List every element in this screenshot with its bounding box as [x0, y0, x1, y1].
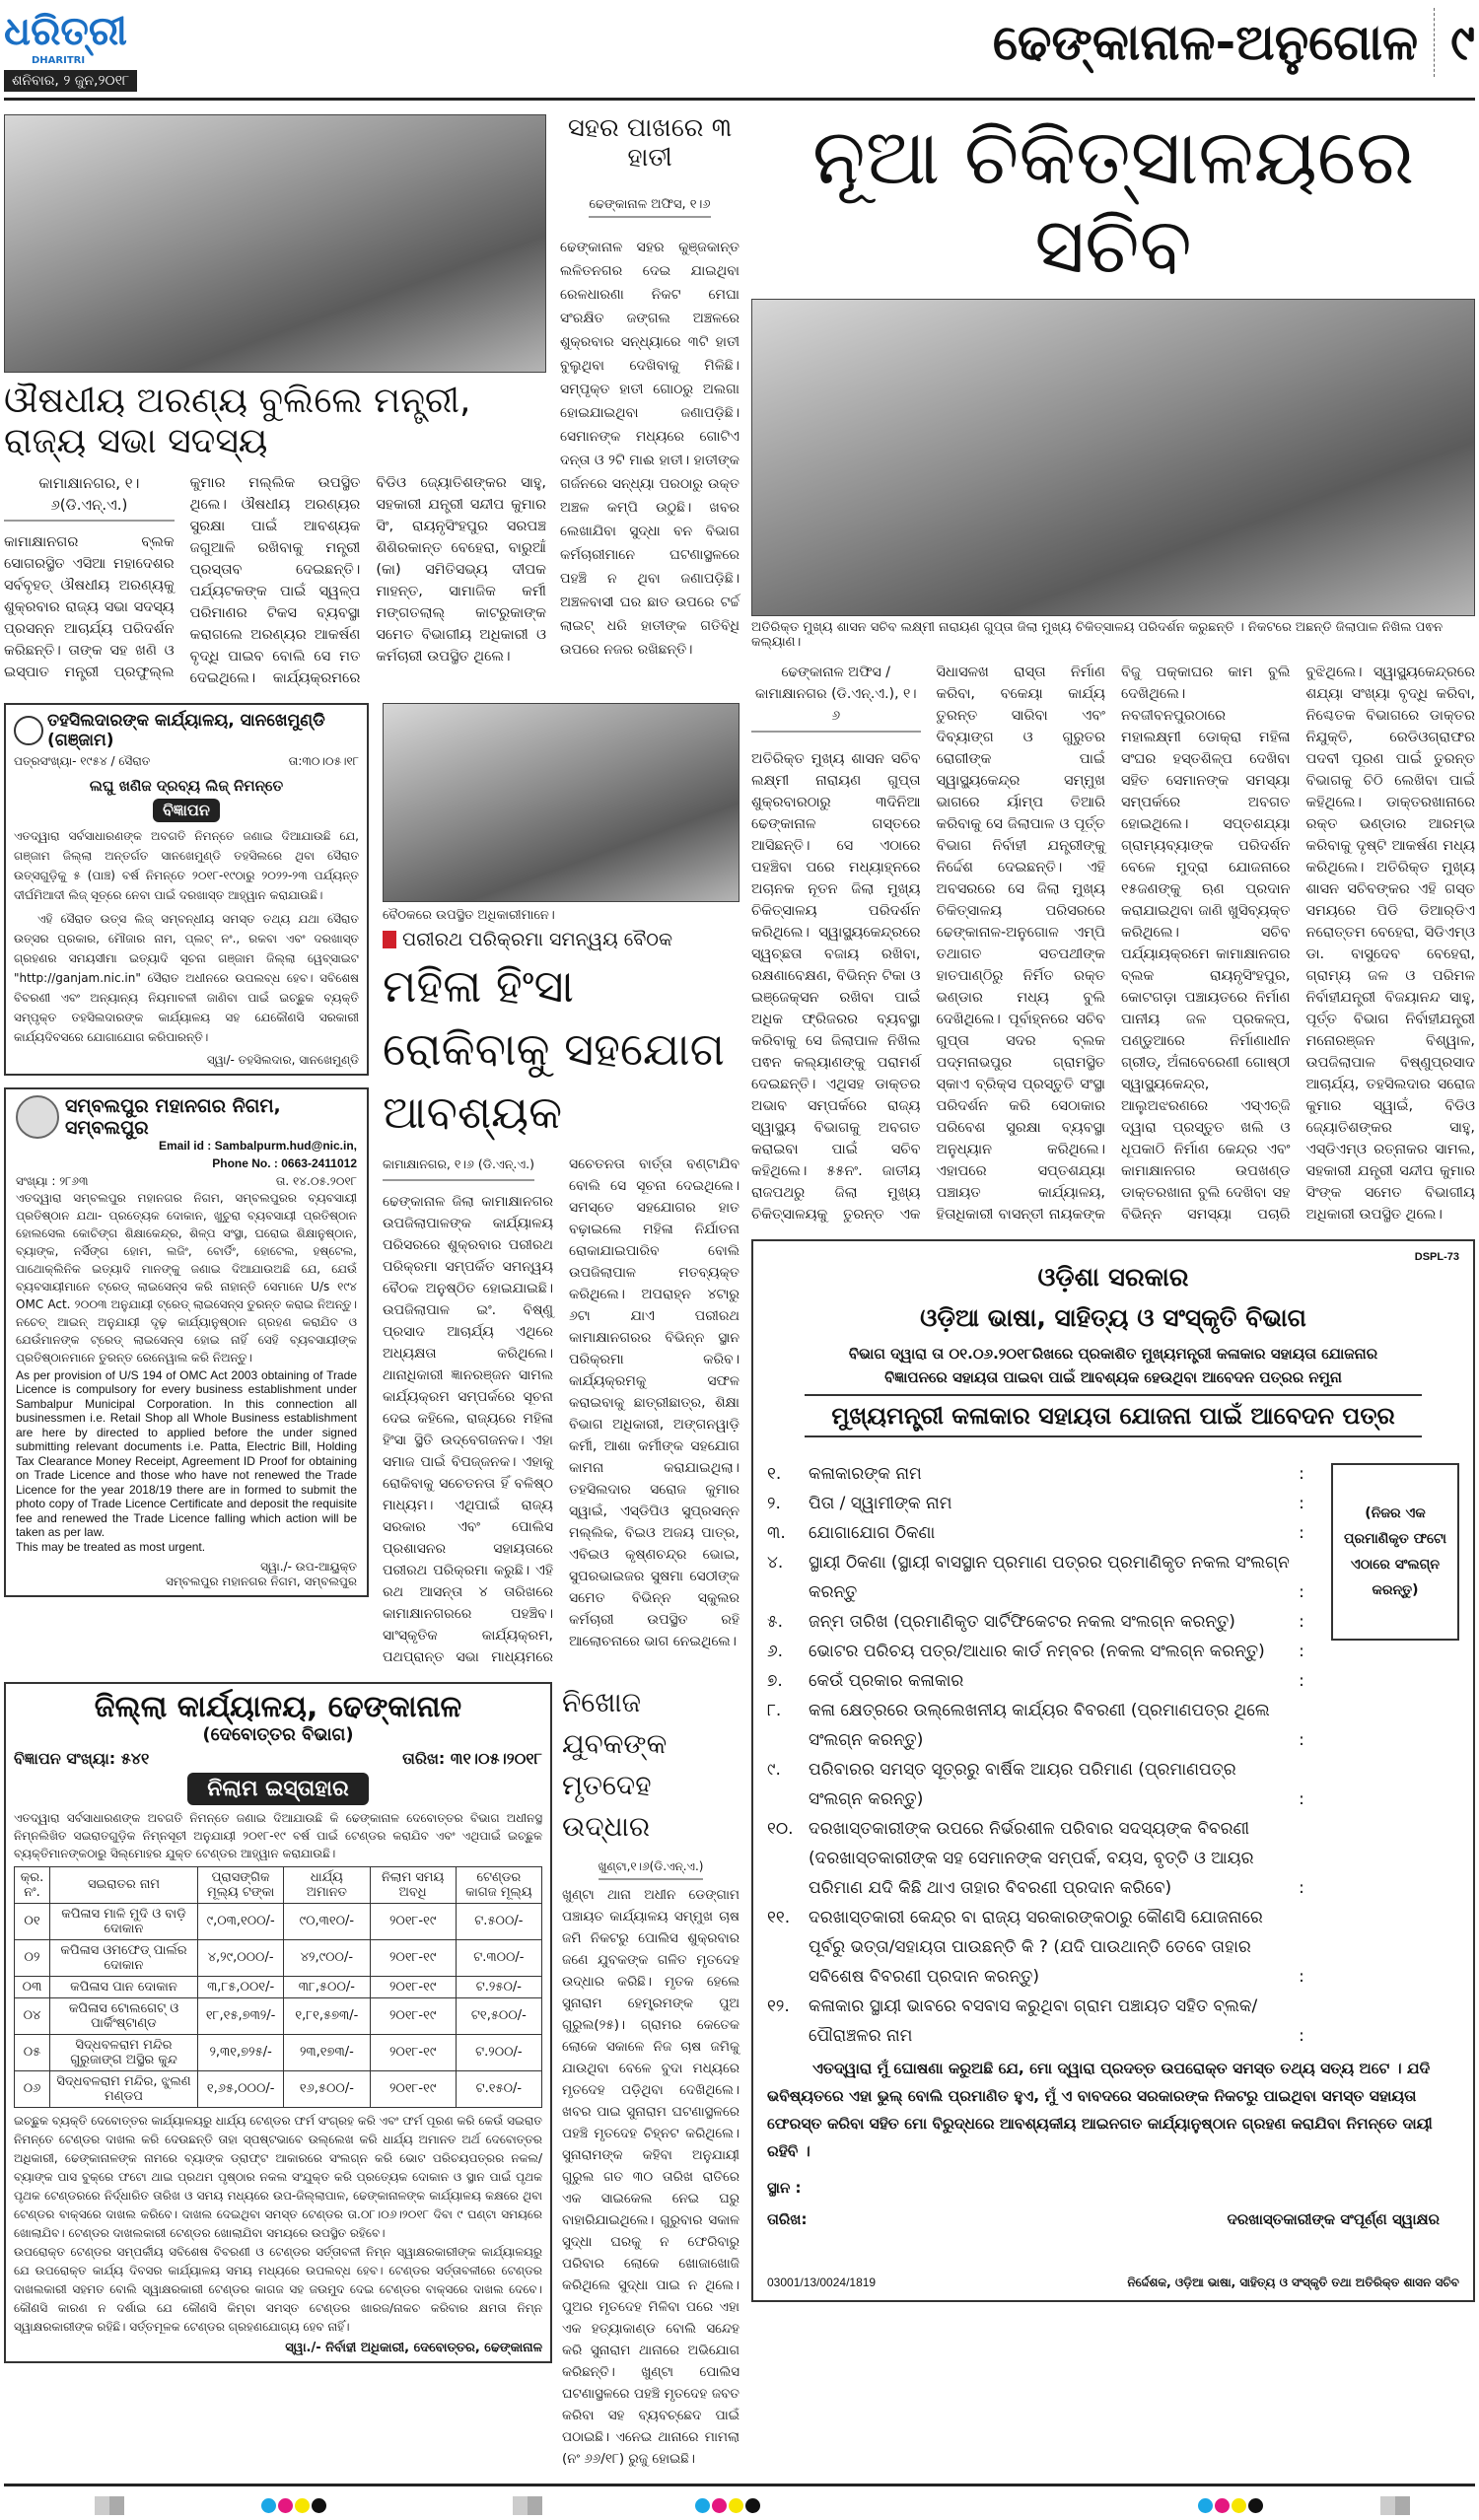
form-item — [767, 1489, 1311, 1518]
meeting-kicker — [383, 929, 740, 950]
form-item-field[interactable]: : — [1299, 1523, 1304, 1544]
form-item — [767, 1518, 1311, 1548]
table-cell: କପିଳାସ ପାନ ଦୋକାନ — [50, 1976, 198, 1997]
table-row — [15, 1997, 542, 2034]
table-header: କ୍ର. ନଂ. — [15, 1866, 50, 1903]
form-item-label: କଳା କ୍ଷେତ୍ରରେ ଉଲ୍ଲେଖନୀୟ କାର୍ଯ୍ୟର ବିବରଣୀ (ପ୍ରମାଣପତ୍ର ଥିଲେ ସଂଲଗ୍ନ କରନ୍ତୁ) — [809, 1701, 1270, 1751]
form-item-number: ୨. — [767, 1494, 781, 1514]
youth-article — [562, 1682, 740, 2470]
meeting-photo — [383, 703, 740, 902]
district-ad-tag: ନିଲାମ ଇସ୍ତାହାର — [187, 1773, 368, 1805]
table-header: ସଇରାତର ନାମ — [50, 1866, 198, 1903]
magenta-dot-icon — [712, 2498, 727, 2513]
forest-dateline: କାମାକ୍ଷାନଗର, ୧।୬(ଡି.ଏନ୍.ଏ.) — [4, 472, 175, 522]
place-field[interactable]: ସ୍ଥାନ : — [767, 2179, 802, 2198]
smc-sign-1: ସ୍ୱା./- ଉପ-ଆୟୁକ୍ତ — [260, 1559, 357, 1574]
tehsildar-ad-sign: ସ୍ୱା/- ତହସିଲଦାର, ସାନଖେମୁଣ୍ଡି — [206, 1052, 359, 1067]
form-item-number: ୧୧. — [767, 1908, 791, 1928]
logo[interactable] — [4, 8, 162, 92]
govt-ad-intro-2: ବିଜ୍ଞାପନରେ ସହାୟତା ପାଇବା ପାଇଁ ଆବଶ୍ୟକ ହେଉଥିବା ଆବେଦନ ପତ୍ରର ନମୁନା — [884, 1368, 1342, 1387]
table-cell: ୯୦,୩୧୦/- — [284, 1903, 370, 1939]
district-ad — [4, 1682, 552, 2363]
youth-headline: ନିଖୋଜ ଯୁବକଙ୍କ ମୃତଦେହ ଉଦ୍ଧାର — [562, 1685, 668, 1843]
auction-table — [14, 1866, 542, 2108]
form-item-label: କଳାକାରଙ୍କ ନାମ — [809, 1464, 922, 1485]
meeting-article — [383, 1154, 740, 1668]
table-cell: ୨୦୧୮-୧୯ — [370, 2034, 456, 2070]
smc-ad-title: ସମ୍ବଲପୁର ମହାନଗର ନିଗମ, ସମ୍ବଲପୁର — [65, 1094, 281, 1139]
form-item-field[interactable]: : — [1299, 1612, 1304, 1633]
table-cell: ୦୧ — [15, 1903, 50, 1939]
table-cell: ୦୫ — [15, 2034, 50, 2070]
form-item-field[interactable]: : — [1299, 2026, 1304, 2047]
smc-phone: Phone No. : 0663-2411012 — [212, 1155, 357, 1170]
smc-ref: ସଂଖ୍ୟା : ୨୮୬୩ — [16, 1173, 89, 1188]
form-item — [767, 1696, 1311, 1755]
meeting-kicker-text: ପରୀରଥ ପରିକ୍ରମା ସମନ୍ୱୟ ବୈଠକ — [402, 928, 672, 950]
form-item-label: କେଉଁ ପ୍ରକାର କଳାକାର — [809, 1671, 964, 1692]
table-cell: ୧,୮୧,୫୭୩/- — [284, 1997, 370, 2034]
table-cell: ୨୩,୧୭୩/- — [284, 2034, 370, 2070]
form-item-label: ସ୍ଥାୟୀ ଠିକଣା (ସ୍ଥାୟୀ ବାସସ୍ଥାନ ପ୍ରମାଣ ପତ୍ରର ପ୍ରମାଣିକୃତ ନକଲ ସଂଲଗ୍ନ କରନ୍ତୁ — [809, 1553, 1290, 1603]
gray-registration-mark — [1380, 2496, 1410, 2515]
form-item-field[interactable]: : — [1299, 1967, 1304, 1988]
form-item-field[interactable]: : — [1299, 1671, 1304, 1692]
form-item-number: ୫. — [767, 1612, 784, 1633]
meeting-caption: ବୈଠକରେ ଉପସ୍ଥିତ ଅଧିକାରୀମାନେ। — [383, 907, 555, 923]
meeting-article-block — [383, 703, 740, 1668]
table-header: ଟେଣ୍ଡର କାଗଜ ମୂଲ୍ୟ — [456, 1866, 541, 1903]
form-item-label: ଦରଖାସ୍ତକାରୀଙ୍କ ଉପରେ ନିର୍ଭରଶୀଳ ପରିବାର ସଦସ୍ୟଙ୍କ ବିବରଣୀ (ଦରଖାସ୍ତକାରୀଙ୍କ ସହ ସେମାନଙ୍କ ସମ୍ପର୍କ, ବୟସ, ବୃତ୍ତି ଓ ଆୟର ପରିମାଣ ଯଦି କିଛି ଥାଏ ତାହାର ବିବରଣୀ ପ୍ରଦାନ କରିବେ) — [809, 1819, 1254, 1899]
table-header: ପ୍ରାସଙ୍ଗିକ ମୂଲ୍ୟ ଟଙ୍କା — [198, 1866, 284, 1903]
table-cell: କପିଳାସ ମାଳି ମୁଦି ଓ ବାଡ଼ି ଦୋକାନ — [50, 1903, 198, 1939]
form-item-field[interactable]: : — [1299, 1582, 1304, 1603]
yellow-dot-icon — [729, 2498, 743, 2513]
govt-ad-ref: 03001/13/0024/1819 — [767, 2275, 877, 2290]
table-cell: ୨୦୧୮-୧୯ — [370, 1939, 456, 1976]
gray-registration-mark — [513, 2496, 542, 2515]
table-cell: ସିଦ୍ଧବଳରାମ ମନ୍ଦିର ଗୁରୁଜାଙ୍ଗ ଅସ୍ଥିର କୁନ୍ଦ — [50, 2034, 198, 2070]
elephant-body: ଢେଙ୍କାନାଳ ସହର କୁଞ୍ଜକାନ୍ତ ଲଳିତନଗର ଦେଇ ଯାଇଥିବା ରେଳଧାରଣା ନିକଟ ମେଘା ସଂରକ୍ଷିତ ଜଙ୍ଗଲ ଅଞ୍ଚଳରେ ଶୁକ୍ରବାର ସନ୍ଧ୍ୟାରେ ୩ଟି ହାତୀ ବୁଲୁଥିବା ଦେଖିବାକୁ ମିଳିଛି। ସମ୍ପୃକ୍ତ ହାତୀ ଗୋଠରୁ ଅଲଗା ହୋଇଯାଇଥିବା ଜଣାପଡ଼ିଛି। ସେମାନଙ୍କ ମଧ୍ୟରେ ଗୋଟିଏ ଦନ୍ତା ଓ ୨ଟି ମାଈ ହାତୀ। ହାତୀଙ୍କ ଗର୍ଜନରେ ସନ୍ଧ୍ୟା ପରଠାରୁ ଉକ୍ତ ଅଞ୍ଚଳ କମ୍ପି ଉଠୁଛି। ଖବର ଲେଖାଯିବା ସୁଦ୍ଧା ବନ ବିଭାଗ କର୍ମଚାରୀମାନେ ଘଟଣାସ୍ଥଳରେ ପହଞ୍ଚି ନ ଥିବା ଜଣାପଡ଼ିଛି। ଅଞ୍ଚଳବାସୀ ଘର ଛାତ ଉପରେ ଟର୍ଚ୍ଚ ଲାଇଟ୍ ଧରି ହାତୀଙ୍କ ଗତିବିଧି ଉପରେ ନଜର ରଖିଛନ୍ତି। — [560, 239, 740, 658]
tehsildar-ad-ref: ପତ୍ରସଂଖ୍ୟା- ୧୯୫୪ / ସୈରାତ — [14, 753, 151, 768]
elephant-article — [560, 114, 740, 662]
table-cell: ଟ.୫୦୦/- — [456, 1903, 541, 1939]
form-item-field[interactable]: : — [1299, 1494, 1304, 1514]
form-item-field[interactable]: : — [1299, 1730, 1304, 1751]
table-cell: ୩୮,୫୦୦/- — [284, 1976, 370, 1997]
declaration: ଏତଦ୍ୱାରା ମୁଁ ଘୋଷଣା କରୁଅଛି ଯେ, ମୋ ଦ୍ୱାରା ପ୍ରଦତ୍ତ ଉପରୋକ୍ତ ସମସ୍ତ ତଥ୍ୟ ସତ୍ୟ ଅଟେ । ଯଦି ଭବିଷ୍ୟତରେ ଏହା ଭୁଲ୍ ବୋଲି ପ୍ରମାଣିତ ହୁଏ, ମୁଁ ଏ ବାବଦରେ ସରକାରଙ୍କ ନିକଟରୁ ପାଇଥିବା ସମସ୍ତ ସହାୟତା ଫେରସ୍ତ କରିବା ସହିତ ମୋ ବିରୁଦ୍ଧରେ ଆବଶ୍ୟକୀୟ ଆଇନଗତ କାର୍ଯ୍ୟାନୁଷ୍ଠାନ ଗ୍ରହଣ କରାଯିବା ନିମନ୍ତେ ଦାୟୀ ରହିବି । — [767, 2060, 1433, 2161]
cyan-dot-icon — [1198, 2498, 1213, 2513]
form-item-label: ଦରଖାସ୍ତକାରୀ କେନ୍ଦ୍ର ବା ରାଜ୍ୟ ସରକାରଙ୍କଠାରୁ କୌଣସି ଯୋଜନାରେ ପୂର୍ବରୁ ଭତ୍ତା/ସହାୟତା ପାଉଛନ୍ତି କି ? (ଯଦି ପାଉଥାନ୍ତି ତେବେ ତାହାର ସବିଶେଷ ବିବରଣୀ ପ୍ରଦାନ କରନ୍ତୁ) — [809, 1908, 1263, 1988]
table-cell: ୨୦୧୮-୧୯ — [370, 1903, 456, 1939]
table-cell: କପିଳାସ ଓମଫେଡ୍ ପାର୍ଲର ଦୋକାନ — [50, 1939, 198, 1976]
smc-sign-2: ସମ୍ବଲପୁର ମହାନଗର ନିଗମ, ସମ୍ବଲପୁର — [166, 1574, 357, 1588]
meeting-headline: ମହିଳା ହିଂସା ରୋକିବାକୁ ସହଯୋଗ ଆବଶ୍ୟକ — [383, 958, 725, 1139]
youth-body: ଖୁଣ୍ଟା ଥାନା ଅଧୀନ ଡେଙ୍ଗାମ ପଞ୍ଚାୟତ କାର୍ଯ୍ୟାଳୟ ସମ୍ମୁଖ ଚାଷ ଜମି ନିକଟରୁ ପୋଲିସ ଶୁକ୍ରବାର ଜଣେ ଯୁବକଙ୍କ ଗଳିତ ମୃତଦେହ ଉଦ୍ଧାର କରିଛି। ମୃତକ ହେଲେ ସୁନାରାମ ହେମ୍ବ୍ରମଙ୍କ ପୁଅ ଗୁରୁଲ(୨୫)। ଗ୍ରାମର କେତେକ ଲୋକେ ସକାଳେ ନିଜ ଚାଷ ଜମିକୁ ଯାଉଥିବା ବେଳେ ବୁଦା ମଧ୍ୟରେ ମୃତଦେହ ପଡ଼ିଥିବା ଦେଖିଥିଲେ। ଖବର ପାଇ ସୁନାରାମ ଘଟଣାସ୍ଥଳରେ ପହଞ୍ଚି ମୃତଦେହ ଚିହ୍ନଟ କରିଥିଲେ। ସୁନାରାମଙ୍କ କହିବା ଅନୁଯାୟୀ ଗୁରୁଲ ଗତ ୩୦ ତାରିଖ ରାତିରେ ଏକ ସାଇକେଲ ନେଇ ଘରୁ ବାହାରିଯାଇଥିଲେ। ଗୁରୁବାର ସକାଳ ସୁଦ୍ଧା ଘରକୁ ନ ଫେରିବାରୁ ପରିବାର ଲୋକେ ଖୋଜାଖୋଜି କରିଥିଲେ ସୁଦ୍ଧା ପାଇ ନ ଥିଲେ। ପୁଅର ମୃତଦେହ ମିଳିବା ପରେ ଏହା ଏକ ହତ୍ୟାକାଣ୍ଡ ବୋଲି ସନ୍ଦେହ କରି ସୁନାରାମ ଥାନାରେ ଅଭିଯୋଗ କରିଛନ୍ତି। ଖୁଣ୍ଟା ପୋଲିସ ଘଟଣାସ୍ଥଳରେ ପହଞ୍ଚି ମୃତଦେହ ଜବତ କରିବା ସହ ବ୍ୟବଚ୍ଛେଦ ପାଇଁ ପଠାଇଛି। ଏନେଇ ଥାନାରେ ମାମଲା (ନଂ ୬୬/୧୮) ରୁଜୁ ହୋଇଛି। — [562, 1886, 740, 2467]
cyan-dot-icon — [695, 2498, 710, 2513]
form-item — [767, 1814, 1311, 1903]
govt-ad-intro-1: ବିଭାଗ ଦ୍ୱାରା ତା ୦୧.୦୬.୨୦୧୮ରିଖରେ ପ୍ରକାଶିତ ମୁଖ୍ୟମନ୍ତ୍ରୀ କଳାକାର ସହାୟତା ଯୋଜନାର — [848, 1345, 1378, 1364]
table-header: ନିଲାମ ସମୟ ଅବଧି — [370, 1866, 456, 1903]
table-cell: ୦୬ — [15, 2070, 50, 2107]
form-item — [767, 1755, 1311, 1814]
table-row — [15, 1976, 542, 1997]
forest-visit-photo — [4, 114, 546, 373]
masthead-rule — [4, 98, 1475, 101]
footer-rule — [4, 2484, 1475, 2486]
table-cell: ୦୪ — [15, 1997, 50, 2034]
table-cell: ୨,୩୧,୭୨୫/- — [198, 2034, 284, 2070]
smc-odia-text: ଏତଦ୍ୱାରା ସମ୍ବଲପୁର ମହାନଗର ନିଗମ, ସମ୍ବଲପୁରର ବ୍ୟବସାୟୀ ପ୍ରତିଷ୍ଠାନ ଯଥା- ପ୍ରତ୍ୟେକ ଦୋକାନ, ଖୁଚୁରା ବ୍ୟବସାୟୀ ପ୍ରତିଷ୍ଠାନ ହୋଲସେଲ କୋଚିଙ୍ଗ ଶିକ୍ଷାକେନ୍ଦ୍ର, ଶିଳ୍ପ ସଂସ୍ଥା, ଘରୋଇ ଶିକ୍ଷାନୁଷ୍ଠାନ, ବ୍ୟାଙ୍କ, ନର୍ସିଙ୍ଗ ହୋମ, ଲଜିଂ, ବୋର୍ଡିଂ, ହୋଟେଲ, ହଷ୍ଟେଲ, ପାଥୋକ୍ଲିନିକ ଇତ୍ୟାଦି ମାନଙ୍କୁ ଜଣାଇ ଦିଆଯାଉଅଛି ଯେ, ଯେଉଁ ବ୍ୟବସାୟୀମାନେ ଟ୍ରେଡ୍ ଲାଇସେନ୍ସ କରି ନାହାନ୍ତି ସେମାନେ U/s ୧୯୪ OMC Act. ୨୦୦୩ ଅନୁଯାୟୀ ଟ୍ରେଡ୍ ଲାଇସେନ୍ସ ତୁରନ୍ତ କରାଇ ନିଅନ୍ତୁ। ନଚେତ୍ ଆଇନ୍ ଅନୁଯାୟୀ ଦୃଢ଼ କାର୍ଯ୍ୟାନୁଷ୍ଠାନ ଗ୍ରହଣ କରାଯିବ ଓ ଯେଉଁମାନଙ୍କ ଟ୍ରେଡ୍ ଲାଇସେନ୍ସ ହୋଇ ନାହିଁ ସେହି ବ୍ୟବସାୟୀଙ୍କ ପ୍ରତିଷ୍ଠାନମାନେ ତୁରନ୍ତ ରେନେୱାଲ କରି ନିଅନ୍ତୁ। — [16, 1190, 357, 1365]
form-item-number: ୭. — [767, 1671, 783, 1692]
logo-text: ଧରିତ୍ରୀ — [4, 9, 127, 54]
print-marks — [4, 2492, 1475, 2520]
form-item-field[interactable]: : — [1299, 1878, 1304, 1899]
masthead — [4, 0, 1475, 92]
govt-ad-issuer: ନିର୍ଦ୍ଦେଶକ, ଓଡ଼ିଆ ଭାଷା, ସାହିତ୍ୟ ଓ ସଂସ୍କୃତି ତଥା ଅତିରିକ୍ତ ଶାସନ ସଚିବ — [1127, 2275, 1459, 2290]
form-item-number: ୪. — [767, 1553, 784, 1574]
table-row — [15, 2034, 542, 2070]
magenta-dot-icon — [1215, 2498, 1230, 2513]
table-cell: ୧,୬୫,୦୦୦/- — [198, 2070, 284, 2107]
table-cell: ୨୦୧୮-୧୯ — [370, 1997, 456, 2034]
form-item — [767, 1548, 1311, 1607]
district-ad-para2: ଉପରୋକ୍ତ ଟେଣ୍ଡର ସମ୍ପର୍କୀୟ ସବିଶେଷ ବିବରଣୀ ଓ ଟେଣ୍ଡର ସର୍ତ୍ତାବଳୀ ନିମ୍ନ ସ୍ୱାକ୍ଷରକାରୀଙ୍କ କାର୍ଯ୍ୟାଳୟରୁ ଯେ ଉପରୋକ୍ତ କାର୍ଯ୍ୟ ଦିବସର କାର୍ଯ୍ୟାଳୟ ସମୟ ମଧ୍ୟରେ ଉପଲବ୍ଧ ହେବ। ଟେଣ୍ଡର ସର୍ତ୍ତାବଳୀରେ ଟେଣ୍ଡର ଦାଖଲକାରୀ ସହମତ ବୋଲି ସ୍ୱାକ୍ଷରକାରୀ ଟେଣ୍ଡର କାଗଜ ସହ ଜଉମୁଦ ଦେଇ ଟେଣ୍ଡର ବାକ୍ସରେ ଦାଖଲ ଦେବେ। କୌଣସି କାରଣ ନ ଦର୍ଶାଇ ଯେ କୌଣସି କିମ୍ବା ସମସ୍ତ ଟେଣ୍ଡର ଖାରଜ/ନାକଚ କରିବାର କ୍ଷମତା ନିମ୍ନ ସ୍ୱାକ୍ଷରକାରୀଙ୍କ ରହିଛି। ସର୍ତ୍ତମୂଳକ ଟେଣ୍ଡର ଗ୍ରହଣଯୋଗ୍ୟ ହେବ ନାହିଁ। — [14, 2244, 542, 2334]
table-cell: ୨୦୧୮-୧୯ — [370, 2070, 456, 2107]
section-title: ଢେଙ୍କାନାଳ-ଅନୁଗୋଳ — [992, 13, 1419, 71]
meeting-body: ଢେଙ୍କାନାଳ ଜିଲା କାମାକ୍ଷାନଗର ଉପଜିଲାପାଳଙ୍କ କାର୍ଯ୍ୟାଳୟ ପରିସରରେ ଶୁକ୍ରବାର ପରୀରଥ ପରିକ୍ରମା ସମ୍ପର୍କିତ ସମନ୍ୱୟ ବୈଠକ ଅନୁଷ୍ଠିତ ହୋଇଯାଇଛି। ଉପଜିଲାପାଳ ଇଂ. ବିଷ୍ଣୁ ପ୍ରସାଦ ଆଚାର୍ଯ୍ୟ ଏଥିରେ ଅଧ୍ୟକ୍ଷତା କରିଥିଲେ। ଥାନାଧିକାରୀ ଜ୍ଞାନରଞ୍ଜନ ସାମଲ କାର୍ଯ୍ୟକ୍ରମ ସମ୍ପର୍କରେ ସୂଚନା ଦେଇ କହିଲେ, ରାଜ୍ୟରେ ମହିଳା ହିଂସା ସ୍ଥିତି ଉଦ୍‌ବେଗଜନକ। ଏହା ସମାଜ ପାଇଁ ବିପଜ୍ଜନକ। ଏହାକୁ ରୋକିବାକୁ ସଚେତନତା ହିଁ ବଳିଷ୍ଠ ମାଧ୍ୟମ। ଏଥିପାଇଁ ରାଜ୍ୟ ସରକାର ଏବଂ ପୋଲିସ ପ୍ରଶାସନର ସହାୟତାରେ ପରୀରଥ ପରିକ୍ରମା କରୁଛି। ଏହି ରଥ ଆସନ୍ତା ୪ ତାରିଖରେ କାମାକ୍ଷାନଗରରେ ପହଞ୍ଚିବ। ସାଂସ୍କୃତିକ କାର୍ଯ୍ୟକ୍ରମ, ପଥପ୍ରାନ୍ତ ସଭା ମାଧ୍ୟମରେ ସଚେତନତା ବାର୍ତ୍ତା ବଣ୍ଟାଯିବ ବୋଲି ସେ ସୂଚନା ଦେଇଥିଲେ। ସମସ୍ତେ ସହଯୋଗର ହାତ ବଢ଼ାଇଲେ ମହିଳା ନିର୍ଯାତନା ରୋକାଯାଇପାରିବ ବୋଲି ଉପଜିଲାପାଳ ମତବ୍ୟକ୍ତ କରିଥିଲେ। ଅପରାହ୍ନ ୪ଟାରୁ ୬ଟା ଯାଏ ପରୀରଥ କାମାକ୍ଷାନଗରର ବିଭିନ୍ନ ସ୍ଥାନ ପରିକ୍ରମା କରିବ। କାର୍ଯ୍ୟକ୍ରମକୁ ସଫଳ କରାଇବାକୁ ଛାତ୍ରୀଛାତ୍ର, ଶିକ୍ଷା ବିଭାଗ ଅଧିକାରୀ, ଅଙ୍ଗନୱାଡ଼ି କର୍ମୀ, ଆଶା କର୍ମୀଙ୍କ ସହଯୋଗ କାମନା କରାଯାଇଥିଲା। ତହସିଲଦାର ସରୋଜ କୁମାର ସ୍ୱାଇଁ, ଏସ୍‌ଡିପିଓ ସୁପ୍ରସନ୍ନ ମଲ୍ଲିକ, ବିଇଓ ଅଜୟ ପାତ୍ର, ଏବିଇଓ କୃଷ୍ଣଚନ୍ଦ୍ର ଭୋଇ, ସୁପରଭାଇଜର ସୁଷମା ସେଠୀଙ୍କ ସମେତ ବିଭିନ୍ନ ସ୍କୁଲର କର୍ମଚାରୀ ଉପସ୍ଥିତ ରହି ଆଲୋଚନାରେ ଭାଗ ନେଇଥିଲେ। — [383, 1155, 740, 1665]
date-field[interactable]: ତାରିଖ: — [767, 2210, 808, 2229]
tehsildar-ad-para1: ଏତଦ୍ୱାରା ସର୍ବସାଧାରଣଙ୍କ ଅବଗତି ନିମନ୍ତେ ଜଣାଇ ଦିଆଯାଉଛି ଯେ, ଗଞ୍ଜାମ ଜିଲ୍ଲା ଅନ୍ତର୍ଗତ ସାନଖେମୁଣ୍ଡି ତହସିଲରେ ଥିବା ସୈରାତ ଉତ୍ସଗୁଡ଼ିକୁ ୫ (ପାଞ୍ଚ) ବର୍ଷ ନିମନ୍ତେ ୨୦୧୮-୧୯ଠାରୁ ୨୦୨୨-୨୩ ପର୍ଯ୍ୟନ୍ତ ଦୀର୍ଘମିଆଦୀ ଲିଜ୍ ସୂତ୍ରେ ନେବା ପାଇଁ ଦରଖାସ୍ତ ଆହ୍ୱାନ କରାଯାଉଛି। — [14, 828, 359, 902]
table-cell: ଟ.୧୫୦/- — [456, 2070, 541, 2107]
right-half — [751, 114, 1475, 2302]
form-item — [767, 1992, 1311, 2051]
main-photo-caption: ଅତିରିକ୍ତ ମୁଖ୍ୟ ଶାସନ ସଚିବ ଲକ୍ଷ୍ମୀ ନାରାୟଣ ଗୁପ୍ତା ଜିଲା ମୁଖ୍ୟ ଚିକିତ୍ସାଳୟ ପରିଦର୍ଶନ କରୁଛନ୍ତି । ନିକଟରେ ଅଛନ୍ତି ଜିଲାପାଳ ନିଖିଲ ପଵନ କଲ୍ୟାଣ। — [751, 620, 1444, 651]
logo-english: DHARITRI — [32, 55, 86, 66]
form-item-label: ଜନ୍ମ ତାରିଖ (ପ୍ରମାଣିକୃତ ସାର୍ଟିଫିକେଟର ନକଲ ସଂଲଗ୍ନ କରନ୍ତୁ) — [809, 1612, 1235, 1633]
gray-registration-mark — [95, 2496, 124, 2515]
smc-email: Email id : Sambalpurm.hud@nic.in, — [158, 1138, 357, 1153]
left-half — [4, 114, 740, 2470]
meeting-dateline: କାମାକ୍ଷାନଗର, ୧।୬ (ଡି.ଏନ୍.ଏ.) — [383, 1154, 534, 1181]
form-item-number: ୬. — [767, 1642, 784, 1662]
table-row — [15, 1903, 542, 1939]
table-cell: କପିଳାସ ଟୋଲଗେଟ୍ ଓ ପାର୍କିଂଷ୍ଟାଣ୍ଡ — [50, 1997, 198, 2034]
form-item — [767, 1666, 1311, 1696]
black-dot-icon — [745, 2498, 760, 2513]
table-cell: ୧୮,୧୫,୭୩୨/- — [198, 1997, 284, 2034]
tehsildar-ad — [4, 703, 369, 1076]
district-ad-sign: ସ୍ୱା./- ନିର୍ବାହୀ ଅଧିକାରୀ, ଦେବୋତ୍ତର, ଢେଙ୍କାନାଳ — [285, 2340, 542, 2355]
table-cell: ଟ.୩୦୦/- — [456, 1939, 541, 1976]
main-photo — [751, 299, 1475, 616]
table-cell: ୯,୦୩,୧୦୦/- — [198, 1903, 284, 1939]
forest-article — [4, 472, 546, 689]
youth-dateline: ଖୁଣ୍ଟା,୧।୬(ଡି.ଏନ୍.ଏ.) — [599, 1859, 704, 1880]
table-cell: ୪,୨୯,୦୦୦/- — [198, 1939, 284, 1976]
govt-ad — [751, 1239, 1475, 2302]
district-ad-dept: (ଦେବୋତ୍ତର ବିଭାଗ) — [202, 1723, 354, 1745]
signature-field[interactable]: ଦରଖାସ୍ତକାରୀଙ୍କ ସଂପୂର୍ଣ୍ଣ ସ୍ୱାକ୍ଷର — [1227, 2210, 1440, 2229]
district-ad-title: ଜିଲ୍ଲା କାର୍ଯ୍ୟାଳୟ, ଢେଙ୍କାନାଳ — [94, 1689, 462, 1724]
form-items — [767, 1459, 1311, 2051]
form-item — [767, 1637, 1311, 1666]
district-ad-para1: ଇଚ୍ଛୁକ ବ୍ୟକ୍ତି ଦେବୋତ୍ତର କାର୍ଯ୍ୟାଳୟରୁ ଧାର୍ଯ୍ୟ ଟେଣ୍ଡର ଫର୍ମ ସଂଗ୍ରହ କରି ଏବଂ ଫର୍ମ ପୂରଣ କରି କେଉଁ ସଇରାତ ନିମନ୍ତେ ଟେଣ୍ଡର ଦାଖଲ କରି ଦେଉଛନ୍ତି ତାହା ସ୍ପଷ୍ଟଭାବେ ଉଲ୍ଲେଖ କରି ଧାର୍ଯ୍ୟ ଅମାନତ ଅର୍ଥ ଦେବୋତ୍ତର ଅଧିକାରୀ, ଢେଙ୍କାନାଳଙ୍କ ନାମରେ ବ୍ୟାଙ୍କ ଡ୍ରାଫ୍ଟ ଆକାରରେ ସଂଲଗ୍ନ କରି ଭୋଟ ପରିଚୟପତ୍ରର ନକଲ/ ବ୍ୟାଙ୍କ ପାସ ବୁକ୍‌ରେ ଫଟୋ ଥାଇ ପ୍ରଥମ ପୃଷ୍ଠାର ନକଲ ସଂଯୁକ୍ତ କରି ପ୍ରତ୍ୟେକ ଦୋକାନ ଓ ସ୍ଥାନ ପାଇଁ ପୃଥକ ପୃଥକ ଟେଣ୍ଡରରେ ନିର୍ଦ୍ଧାରିତ ତାରିଖ ଓ ସମୟ ମଧ୍ୟରେ ଉପ-ଜିଲ୍ଲାପାଳ, ଢେଙ୍କାନାଳଙ୍କ କାର୍ଯ୍ୟାଳୟ କକ୍ଷରେ ଥିବା ଟେଣ୍ଡର ବାକ୍ସରେ ଦାଖଲ କରିବେ। ଦାଖଲ ଦେଇଥିବା ସମସ୍ତ ଟେଣ୍ଡର ତା.୦୮।୦୬।୨୦୧୮ ଦିବା ୯ ଘଣ୍ଟା ସମୟରେ ଖୋଲାଯିବ। ଟେଣ୍ଡର ଦାଖଲକାରୀ ଟେଣ୍ଡର ଖୋଲାଯିବା ସମୟରେ ଉପସ୍ଥିତ ରହିବେ। — [14, 2113, 542, 2240]
table-cell: ଟ.୨୫୦/- — [456, 1976, 541, 1997]
page-body — [4, 114, 1475, 2470]
tehsildar-ad-title: ତହସିଲଦାରଙ୍କ କାର୍ଯ୍ୟାଳୟ, ସାନଖେମୁଣ୍ଡି (ଗଞ୍ଜାମ) — [47, 710, 325, 750]
form-item-label: ଭୋଟର ପରିଚୟ ପତ୍ର/ଆଧାର କାର୍ଡ ନମ୍ବର (ନକଲ ସଂଲଗ୍ନ କରନ୍ତୁ) — [809, 1642, 1265, 1662]
magenta-dot-icon — [278, 2498, 293, 2513]
tehsildar-ad-subtitle: ଲଘୁ ଖଣିଜ ଦ୍ରବ୍ୟ ଲିଜ୍ ନିମନ୍ତେ — [89, 776, 284, 795]
table-cell: ୦୩ — [15, 1976, 50, 1997]
section-divider — [1434, 8, 1435, 77]
form-item-field[interactable]: : — [1299, 1642, 1304, 1662]
table-cell: ୪୨,୯୦୦/- — [284, 1939, 370, 1976]
emblem-icon — [14, 716, 43, 745]
form-item-number: ୧୨. — [767, 1996, 790, 2017]
govt-ad-title-2: ଓଡ଼ିଆ ଭାଷା, ସାହିତ୍ୟ ଓ ସଂସ୍କୃତି ବିଭାଗ — [920, 1303, 1306, 1333]
yellow-dot-icon — [295, 2498, 310, 2513]
main-article — [751, 662, 1475, 1225]
cyan-dot-icon — [261, 2498, 276, 2513]
elephant-headline: ସହର ପାଖରେ ୩ ହାତୀ — [567, 113, 733, 173]
forest-headline: ଔଷଧୀୟ ଅରଣ୍ୟ ବୁଲିଲେ ମନ୍ତ୍ରୀ, ରାଜ୍ୟ ସଭା ସଦସ୍ୟ — [4, 381, 471, 462]
black-dot-icon — [1248, 2498, 1263, 2513]
govt-ad-title-1: ଓଡ଼ିଶା ସରକାର — [1037, 1263, 1189, 1294]
table-cell: ସିଦ୍ଧବଳରାମ ମନ୍ଦିର, ଝୁଲଣ ମଣ୍ଡପ — [50, 2070, 198, 2107]
form-item-number: ୧୦. — [767, 1819, 794, 1840]
form-item-label: ଯୋଗାଯୋଗ ଠିକଣା — [809, 1523, 936, 1544]
smc-ad — [4, 1087, 369, 1597]
forest-body: କାମାକ୍ଷାନଗର ବ୍ଲକ ସୋଗରସ୍ଥିତ ଏସିଆ ମହାଦେଶର ସର୍ବବୃହତ୍ ଔଷଧୀୟ ଅରଣ୍ୟକୁ ଶୁକ୍ରବାର ରାଜ୍ୟ ସଭା ସଦସ୍ୟ ପ୍ରସନ୍ନ ଆଚାର୍ଯ୍ୟ ପରିଦର୍ଶନ କରିଛନ୍ତି। ତାଙ୍କ ସହ ଖଣି ଓ ଇସ୍ପାତ ମନ୍ତ୍ରୀ ପ୍ରଫୁଲ୍ଲ କୁମାର ମଲ୍ଲିକ ଉପସ୍ଥିତ ଥିଲେ। ଔଷଧୀୟ ଅରଣ୍ୟର ସୁରକ୍ଷା ପାଇଁ ଆବଶ୍ୟକ ଜଗୁଆଳି ରଖିବାକୁ ମନ୍ତ୍ରୀ ପ୍ରସ୍ତାବ ଦେଇଛନ୍ତି। ପର୍ଯ୍ୟଟକଙ୍କ ପାଇଁ ସ୍ୱଳ୍ପ ପରିମାଣର ଟିକସ ବ୍ୟବସ୍ଥା କରାଗଲେ ଅରଣ୍ୟର ଆକର୍ଷଣ ବୃଦ୍ଧି ପାଇବ ବୋଲି ସେ ମତ ଦେଇଥିଲେ। କାର୍ଯ୍ୟକ୍ରମରେ ବିଡିଓ ଜ୍ୟୋତିଶଙ୍କର ସାହୁ, ସହକାରୀ ଯନ୍ତ୍ରୀ ସନ୍ଦୀପ କୁମାର ସିଂ, ରାୟନୃସିଂହପୁର ସରପଞ୍ଚ ଶିଶିରକାନ୍ତ ବେହେରା, ବାରୁଆଁ (କା) ସମିତିସଭ୍ୟ ଦୀପକ ମାହନ୍ତ, ସାମାଜିକ କର୍ମୀ ମଙ୍ଗତଲାଲ୍ କାଟରୁକାଙ୍କ ସମେତ ବିଭାଗୀୟ ଅଧିକାରୀ ଓ କର୍ମଚାରୀ ଉପସ୍ଥିତ ଥିଲେ। — [4, 474, 546, 686]
form-item — [767, 1903, 1311, 1992]
yellow-dot-icon — [1232, 2498, 1246, 2513]
table-cell: ଟ.୨୦୦/- — [456, 2034, 541, 2070]
form-item-label: କଳାକାର ସ୍ଥାୟୀ ଭାବରେ ବସବାସ କରୁଥିବା ଗ୍ରାମ ପଞ୍ଚାୟତ ସହିତ ବ୍ଲକ/ପୌରାଞ୍ଚଳର ନାମ — [809, 1996, 1258, 2047]
main-body: ଅତିରିକ୍ତ ମୁଖ୍ୟ ଶାସନ ସଚିବ ଲକ୍ଷ୍ମୀ ନାରାୟଣ ଗୁପ୍ତା ଶୁକ୍ରବାରଠାରୁ ୩ଦିନିଆ ଢେଙ୍କାନାଳ ଗସ୍ତରେ ଆସିଛନ୍ତି। ସେ ଏଠାରେ ପହଞ୍ଚିବା ପରେ ମଧ୍ୟାହ୍ନରେ ଅଚାନକ ନୂତନ ଜିଲା ମୁଖ୍ୟ ଚିକିତ୍ସାଳୟ ପରିଦର୍ଶନ କରିଥିଲେ। ସ୍ୱାସ୍ଥ୍ୟକେନ୍ଦ୍ରରେ ସ୍ୱଚ୍ଛତା ବଜାୟ ରଖିବା, ରକ୍ଷଣାବେକ୍ଷଣ, ବିଭିନ୍ନ ଟିକା ଓ ଇଞ୍ଜେକ୍ସନ ରଖିବା ପାଇଁ ଅଧିକ ଫ୍ରିଜରର ବ୍ୟବସ୍ଥା କରିବାକୁ ସେ ଜିଲାପାଳ ନିଖିଲ ପଵନ କଲ୍ୟାଣଙ୍କୁ ପରାମର୍ଶ ଦେଇଛନ୍ତି। ଏଥିସହ ଡାକ୍ତର ଅଭାବ ସମ୍ପର୍କରେ ରାଜ୍ୟ ସ୍ୱାସ୍ଥ୍ୟ ବିଭାଗକୁ ଅବଗତ କରାଇବା ପାଇଁ ସଚିବ କହିଥିଲେ। ୫୫ନଂ. ଜାତୀୟ ରାଜପଥରୁ ଜିଲା ମୁଖ୍ୟ ଚିକିତ୍ସାଳୟକୁ ତୁରନ୍ତ ଏକ ସିଧାସଳଖ ରାସ୍ତା ନିର୍ମାଣ କରିବା, ବକେୟା କାର୍ଯ୍ୟ ତୁରନ୍ତ ସାରିବା ଏବଂ ଦିବ୍ୟାଙ୍ଗ ଓ ଗୁରୁତର ରୋଗୀଙ୍କ ପାଇଁ ସ୍ୱାସ୍ଥ୍ୟକେନ୍ଦ୍ର ସମ୍ମୁଖ ଭାଗରେ ର୍ୟାମ୍ପ ତିଆରି କରିବାକୁ ସେ ଜିଲାପାଳ ଓ ପୂର୍ତ୍ତ ବିଭାଗ ନିର୍ବାହୀ ଯନ୍ତ୍ରୀଙ୍କୁ ନିର୍ଦ୍ଦେଶ ଦେଇଛନ୍ତି। ଏହି ଅବସରରେ ସେ ଜିଲା ମୁଖ୍ୟ ଚିକିତ୍ସାଳୟ ପରିସରରେ ଢେଙ୍କାନାଳ-ଅନୁଗୋଳ ଏମ୍‌ପି ତଥାଗତ ସତପଥୀଙ୍କ ହାତପାଣ୍ଠିରୁ ନିର୍ମିତ ରକ୍ତ ଭଣ୍ଡାର ମଧ୍ୟ ବୁଲି ଦେଖିଥିଲେ। ପୂର୍ବାହ୍ନରେ ସଚିବ ଗୁପ୍ତା ସଦର ବ୍ଲକ ପଦ୍ମନାଭପୁର ଗ୍ରାମସ୍ଥିତ ସ୍କାଏ ବ୍ରିକ୍ସ ପ୍ରସ୍ତୁତି ସଂସ୍ଥା ପରିଦର୍ଶନ କରି ସେଠାକାର ପରିବେଶ ସୁରକ୍ଷା ବ୍ୟବସ୍ଥା ଅନୁଧ୍ୟାନ କରିଥିଲେ। ଏହାପରେ ସପ୍ତଶଯ୍ୟା ପଞ୍ଚାୟତ କାର୍ଯ୍ୟାଳୟ, ହିତାଧିକାରୀ ବାସନ୍ତୀ ନାୟକଙ୍କ ବିଜୁ ପକ୍କାଘର କାମ ବୁଲି ଦେଖିଥିଲେ। ନବଜୀବନପୁରଠାରେ ମହାଲକ୍ଷ୍ମୀ ଡୋକ୍ରା ମହିଳା ସଂଘର ହସ୍ତଶିଳ୍ପ ଦେଖିବା ସହିତ ସେମାନଙ୍କ ସମସ୍ୟା ସମ୍ପର୍କରେ ଅବଗତ ହୋଇଥିଲେ। ସପ୍ତଶଯ୍ୟା ଗ୍ରାମ୍ୟବ୍ୟାଙ୍କ ପରିଦର୍ଶନ ବେଳେ ମୁଦ୍ରା ଯୋଜନାରେ ୧୫ଜଣଙ୍କୁ ଋଣ ପ୍ରଦାନ କରାଯାଇଥିବା ଜାଣି ଖୁସିବ୍ୟକ୍ତ କରିଥିଲେ। ସଚିବ ପର୍ଯ୍ୟାୟକ୍ରମେ କାମାକ୍ଷାନଗର ବ୍ଲକ ରାୟନୃସିଂହପୁର, କୋଟଗଡ଼ା ପଞ୍ଚାୟତରେ ନିର୍ମାଣ ପାନୀୟ ଜଳ ପ୍ରକଳ୍ପ, ପଣ୍ଡୁଆରେ ନିର୍ମାଣାଧୀନ ଗ୍ରୀଡ୍, ଅଁଳାବେରେଣୀ ଗୋଷ୍ଠୀ ସ୍ୱାସ୍ଥ୍ୟକେନ୍ଦ୍ର, ଆଲୁଅଝରଣରେ ଏସ୍‌ଏଚ୍‌ଜି ଦ୍ୱାରା ପ୍ରସ୍ତୁତ ଖଲି ଓ ଧୂପକାଠି ନିର୍ମାଣ କେନ୍ଦ୍ର ଏବଂ କାମାକ୍ଷାନଗର ଉପଖଣ୍ଡ ଡାକ୍ତରଖାନା ବୁଲି ଦେଖିବା ସହ ବିଭିନ୍ନ ସମସ୍ୟା ପଚାରି ବୁଝିଥିଲେ। ସ୍ୱାସ୍ଥ୍ୟକେନ୍ଦ୍ରରେ ଶଯ୍ୟା ସଂଖ୍ୟା ବୃଦ୍ଧି କରିବା, ନିଶ୍ଚେତକ ବିଭାଗରେ ଡାକ୍ତର ନିଯୁକ୍ତି, ରେଡିଓଗ୍ରାଫର ପଦବୀ ପୂରଣ ପାଇଁ ତୁରନ୍ତ ବିଭାଗକୁ ଚିଠି ଲେଖିବା ପାଇଁ କହିଥିଲେ। ଡାକ୍ତରଖାନାରେ ରକ୍ତ ଭଣ୍ଡାର ଆରମ୍ଭ କରିବାକୁ ଦୃଷ୍ଟି ଆକର୍ଷଣ ମଧ୍ୟ କରିଥିଲେ। ଅତିରିକ୍ତ ମୁଖ୍ୟ ଶାସନ ସଚିବଙ୍କର ଏହି ଗସ୍ତ ସମୟରେ ପିଡି ଡିଆର୍‌ଡିଏ ନରୋତ୍ତମ ବେହେରା, ସିଡିଏମ୍‌ଓ ଡା. ବାସୁଦେବ ବେହେରା, ଗ୍ରାମ୍ୟ ଜଳ ଓ ପରିମଳ ନିର୍ବାହୀଯନ୍ତ୍ରୀ ବିଜୟାନନ୍ଦ ସାହୁ, ପୂର୍ତ୍ତ ବିଭାଗ ନିର୍ବାହୀଯନ୍ତ୍ରୀ ମନୋରଞ୍ଜନ ବିଶ୍ୱାଳ, ଉପଜିଲାପାଳ ବିଷ୍ଣୁପ୍ରସାଦ ଆଚାର୍ଯ୍ୟ, ତହସିଲଦାର ସରୋଜ କୁମାର ସ୍ୱାଇଁ, ବିଡିଓ ଜ୍ୟୋତିଶଙ୍କର ସାହୁ, ଏସ୍‌ଡିଏମ୍‌ଓ ରତ୍ନାକର ସାମଲ, ସହକାରୀ ଯନ୍ତ୍ରୀ ସନ୍ଦୀପ କୁମାର ସିଂଙ୍କ ସମେତ ବିଭାଗୀୟ ଅଧିକାରୀ ଉପସ୍ଥିତ ଥିଲେ। — [751, 665, 1475, 1224]
smc-english-text: As per provision of U/S 194 of OMC Act 2003 obtaining of Trade Licence is compulsory for every business establishment under Sambalpur Municipal Corporation. In this connection all businessmen i.e. Retail Shop all Whole Business establishment are here by directed to applied before the under signed submitting relevant documents i.e. Patta, Electric Bill, Holding Tax Clearance Money Receipt, Agreement ID Proof for obtaining on Trade Licence and those who have not renewed the Trade Licence for the year 2018/19 there are in formed to submit the photo copy of Trade Licence Certificate and deposit the requisite fee and renewed the Trade Licence falling which action will be taken as per law. — [16, 1367, 357, 1540]
form-item-number: ୮. — [767, 1701, 782, 1721]
form-item-number: ୯. — [767, 1760, 781, 1781]
district-ad-intro: ଏତଦ୍ୱାରା ସର୍ବସାଧାରଣଙ୍କ ଅବଗତି ନିମନ୍ତେ ଜଣାଇ ଦିଆଯାଉଛି କି ଢେଙ୍କାନାଳ ଦେବୋତ୍ତର ବିଭାଗ ଅଧୀନସ୍ଥ ନିମ୍ନଲିଖିତ ସଇରାତଗୁଡ଼ିକ ନିମ୍ନସୂଚୀ ଅନୁଯାୟୀ ୨୦୧୮-୧୯ ବର୍ଷ ପାଇଁ ଟେଣ୍ଡର କରାଯିବ ଏବଂ ଏଥିପାଇଁ ଇଚ୍ଛୁକ ବ୍ୟକ୍ତିମାନଙ୍କଠାରୁ ସିଲ୍‌ମୋହର ଯୁକ୍ତ ଟେଣ୍ଡର ଆହ୍ୱାନ କରାଯାଉଛି। — [14, 1810, 542, 1860]
main-dateline: ଢେଙ୍କାନାଳ ଅଫିସ / କାମାକ୍ଷାନଗର (ଡି.ଏନ୍.ଏ.), ୧।୬ — [751, 662, 921, 733]
main-headline: ନୂଆ ଚିକିତ୍ସାଳୟରେ ସଚିବ — [811, 113, 1415, 291]
red-square-icon — [383, 931, 396, 948]
table-cell: ୧୬,୫୦୦/- — [284, 2070, 370, 2107]
table-cell: ୨୦୧୮-୧୯ — [370, 1976, 456, 1997]
tehsildar-ad-tag: ବିଜ୍ଞାପନ — [153, 799, 220, 822]
smc-urgent: This may be treated as most urgent. — [16, 1539, 206, 1554]
photo-placeholder-box: (ନିଜର ଏକ ପ୍ରମାଣିକୃତ ଫଟୋ ଏଠାରେ ସଂଲଗ୍ନ କରନ୍ତୁ) — [1331, 1463, 1459, 1641]
govt-ad-form-title: ମୁଖ୍ୟମନ୍ତ୍ରୀ କଳାକାର ସହାୟତା ଯୋଜନା ପାଇଁ ଆବେଦନ ପତ୍ର — [805, 1394, 1422, 1437]
table-row — [15, 1939, 542, 1976]
table-cell: ୩,୮୫,୦୦୧/- — [198, 1976, 284, 1997]
form-item-number: ୩. — [767, 1523, 786, 1544]
form-item-field[interactable]: : — [1299, 1464, 1304, 1485]
table-header: ଧାର୍ଯ୍ୟ ଅମାନତ — [284, 1866, 370, 1903]
district-ad-date: ତାରିଖ: ୩୧।୦୫।୨୦୧୮ — [402, 1748, 542, 1768]
smc-date: ତା. ୧୪.୦୫.୨୦୧୮ — [275, 1173, 357, 1188]
form-item — [767, 1459, 1311, 1489]
table-cell: ୦୨ — [15, 1939, 50, 1976]
district-ad-ref: ବିଜ୍ଞାପନ ସଂଖ୍ୟା: ୫୪୧ — [14, 1748, 150, 1768]
form-item-label: ପିତା / ସ୍ୱାମୀଙ୍କ ନାମ — [809, 1494, 952, 1514]
form-item-label: ପରିବାରର ସମସ୍ତ ସୂତ୍ରରୁ ବାର୍ଷିକ ଆୟର ପରିମାଣ (ପ୍ରମାଣପତ୍ର ସଂଲଗ୍ନ କରନ୍ତୁ) — [809, 1760, 1236, 1810]
tehsildar-ad-date: ତା:୩୦।୦୫।୧୮ — [288, 753, 359, 768]
elephant-dateline: ଢେଙ୍କାନାଳ ଅଫିସ, ୧।୬ — [589, 197, 710, 218]
govt-ad-code: DSPL-73 — [1414, 1251, 1459, 1264]
table-row — [15, 2070, 542, 2107]
smc-logo-icon — [16, 1095, 59, 1139]
form-item — [767, 1607, 1311, 1637]
page-number: ୯ — [1450, 13, 1475, 71]
black-dot-icon — [312, 2498, 326, 2513]
issue-date: ଶନିବାର, ୨ ଜୁନ,୨୦୧୮ — [4, 70, 137, 92]
table-cell: ଟ୧,୫୦୦/- — [456, 1997, 541, 2034]
tehsildar-ad-para2: ଏହି ସୈରାତ ଉତ୍ସ ଲିଜ୍ ସମ୍ବନ୍ଧୀୟ ସମସ୍ତ ତଥ୍ୟ ଯଥା ସୈରାତ ଉତ୍ସର ପ୍ରକାର, ମୌଜାର ନାମ, ପ୍ଲଟ୍ ନଂ., ରକବା ଏବଂ ଦରଖାସ୍ତ ଗ୍ରହଣର ସମୟସୀମା ଇତ୍ୟାଦି ସୂଚନା ଗଞ୍ଜାମ ଜିଲ୍ଲା ୱେବ୍‌ସାଇଟ "http://ganjam.nic.in" ସୈରାତ ଅଧୀନରେ ଉପଲବ୍ଧ ହେବ। ସବିଶେଷ ବିବରଣୀ ଏବଂ ଅନ୍ୟାନ୍ୟ ନିୟମାବଳୀ ଜାଣିବା ପାଇଁ ଇଚ୍ଛୁକ ବ୍ୟକ୍ତି ସମ୍ପୃକ୍ତ ତହସିଲଦାରଙ୍କ କାର୍ଯ୍ୟାଳୟ ସହ ଯେକୌଣସି ସରକାରୀ କାର୍ଯ୍ୟଦିବସରେ ଯୋଗାଯୋଗ କରିପାରନ୍ତି। — [14, 911, 359, 1044]
form-item-field[interactable]: : — [1299, 1789, 1304, 1810]
form-item-number: ୧. — [767, 1464, 782, 1485]
